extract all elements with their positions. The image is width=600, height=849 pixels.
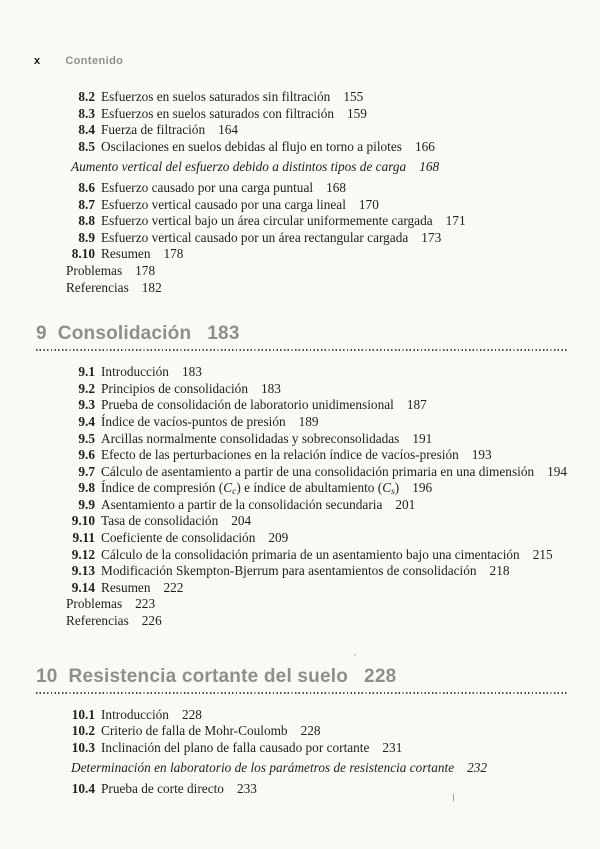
entry-number: 10.4 xyxy=(71,781,95,796)
toc-entry xyxy=(66,397,590,414)
toc-entry xyxy=(66,464,590,481)
entry-page-number: 189 xyxy=(298,413,319,429)
toc-entry xyxy=(66,139,590,156)
entry-title: Problemas xyxy=(66,262,123,278)
running-title: Contenido xyxy=(65,55,124,67)
chapter-page-number: 228 xyxy=(364,665,397,687)
entry-title: Criterio de falla de Mohr-Coulomb xyxy=(101,723,288,739)
entry-list xyxy=(66,364,590,630)
toc-entry xyxy=(66,197,590,214)
entry-page-number: 228 xyxy=(181,706,202,722)
entry-title: Efecto de las perturbaciones en la relación índice de vacíos-presión xyxy=(101,447,459,463)
dotted-rule xyxy=(36,349,567,351)
entry-title: Cálculo de asentamiento a partir de una consolidación primaria en una dimensión xyxy=(101,463,535,479)
entry-title: Esfuerzos en suelos saturados sin filtración xyxy=(101,89,331,104)
scan-artifact xyxy=(453,794,454,801)
toc-section xyxy=(0,323,600,630)
entry-title: Esfuerzo vertical causado por un área rectangular cargada xyxy=(101,229,409,245)
entry-page-number: 166 xyxy=(414,138,435,154)
entry-number: 9.11 xyxy=(72,530,95,546)
entry-page-number: 159 xyxy=(347,105,367,121)
toc-entry xyxy=(66,707,590,724)
entry-title: Problemas xyxy=(66,596,123,612)
entry-page-number: 170 xyxy=(358,196,379,212)
entry-number: 9.9 xyxy=(78,496,95,512)
entry-number: 8.3 xyxy=(78,105,95,121)
entry-number: 9.3 xyxy=(78,397,95,413)
entry-page-number: 191 xyxy=(412,430,433,446)
entry-number: 8.7 xyxy=(78,196,95,212)
entry-title: Prueba de corte directo xyxy=(101,781,224,796)
entry-number: 9.6 xyxy=(78,447,95,463)
entry-page-number: 232 xyxy=(467,760,488,776)
entry-page-number: 209 xyxy=(268,530,289,546)
entry-number: 9.2 xyxy=(78,380,95,396)
entry-title: Determinación en laboratorio de los parámetros de resistencia cortante xyxy=(71,760,455,776)
chapter-heading xyxy=(36,323,600,345)
entry-title: Introducción xyxy=(101,364,169,380)
entry-number: 8.2 xyxy=(78,89,95,104)
scan-artifact xyxy=(354,654,356,656)
toc-entry xyxy=(66,213,590,230)
entry-number: 9.5 xyxy=(78,430,95,446)
dotted-rule xyxy=(36,692,567,694)
toc-entry xyxy=(66,180,590,197)
chapter-number: 9 xyxy=(36,323,47,345)
toc-entry xyxy=(66,364,590,381)
toc-entry xyxy=(66,563,590,580)
entry-page-number: 222 xyxy=(163,579,184,595)
entry-page-number: 187 xyxy=(406,397,427,413)
entry-page-number: 182 xyxy=(141,279,162,295)
chapter-title: Resistencia cortante del suelo xyxy=(68,665,349,687)
entry-page-number: 196 xyxy=(412,480,433,496)
entry-number: 8.4 xyxy=(78,122,95,138)
entry-title: Resumen xyxy=(101,579,151,595)
entry-page-number: 233 xyxy=(236,781,257,796)
entry-title: Inclinación del plano de falla causado por cortante xyxy=(101,739,370,755)
toc-group-heading xyxy=(66,760,590,777)
toc-group-heading xyxy=(66,159,590,176)
entry-title: Introducción xyxy=(101,706,169,722)
entry-title: Prueba de consolidación de laboratorio unidimensional xyxy=(101,397,394,413)
entry-page-number: 228 xyxy=(300,723,321,739)
entry-title: Tasa de consolidación xyxy=(101,513,219,529)
entry-page-number: 178 xyxy=(163,246,184,262)
toc-entry xyxy=(66,530,590,547)
entry-page-number: 194 xyxy=(547,463,568,479)
entry-page-number: 168 xyxy=(326,179,347,195)
toc-entry xyxy=(66,447,590,464)
toc-entry xyxy=(66,513,590,530)
toc-entry xyxy=(66,280,590,297)
entry-number: 8.8 xyxy=(78,213,95,229)
entry-number: 9.1 xyxy=(78,364,95,380)
entry-title: Asentamiento a partir de la consolidación secundaria xyxy=(101,496,383,512)
entry-title: Fuerza de filtración xyxy=(101,122,206,138)
entry-page-number: 173 xyxy=(421,229,442,245)
entry-title: Referencias xyxy=(66,279,129,295)
toc-section xyxy=(0,666,600,798)
entry-list xyxy=(66,89,590,296)
entry-page-number: 178 xyxy=(135,262,156,278)
toc-entry xyxy=(66,106,590,123)
chapter-number: 10 xyxy=(36,665,58,687)
toc-entry xyxy=(66,431,590,448)
entry-number: 10.1 xyxy=(71,706,95,722)
toc-section xyxy=(0,89,600,296)
toc-entry xyxy=(66,723,590,740)
toc-entry xyxy=(66,596,590,613)
entry-title: Índice de vacíos-puntos de presión xyxy=(101,413,286,429)
entry-number: 9.4 xyxy=(78,413,95,429)
entry-page-number: 193 xyxy=(471,447,492,463)
entry-number: 9.8 xyxy=(78,480,95,496)
entry-title: Coeficiente de consolidación xyxy=(101,530,256,546)
toc-entry xyxy=(66,613,590,630)
entry-page-number: 183 xyxy=(260,380,281,396)
entry-title: Resumen xyxy=(101,246,151,262)
entry-list xyxy=(66,707,590,798)
entry-title: Aumento vertical del esfuerzo debido a distintos tipos de carga xyxy=(71,159,407,175)
entry-number: 10.3 xyxy=(71,739,95,755)
entry-page-number: 223 xyxy=(135,596,156,612)
entry-title: Esfuerzos en suelos saturados con filtración xyxy=(101,105,334,121)
entry-page-number: 183 xyxy=(181,364,202,380)
entry-number: 9.7 xyxy=(78,463,95,479)
entry-number: 8.9 xyxy=(78,229,95,245)
entry-number: 9.14 xyxy=(71,579,95,595)
entry-number: 8.5 xyxy=(78,138,95,154)
entry-title: Referencias xyxy=(66,613,129,629)
toc-entry xyxy=(66,547,590,564)
toc-entry xyxy=(66,480,590,497)
entry-page-number: 171 xyxy=(445,213,466,229)
chapter-heading xyxy=(36,666,600,688)
entry-number: 9.13 xyxy=(71,563,95,579)
entry-page-number: 215 xyxy=(532,546,553,562)
entry-number: 8.10 xyxy=(71,246,95,262)
entry-page-number: 201 xyxy=(395,496,416,512)
entry-title: Principios de consolidación xyxy=(101,380,248,396)
entry-number: 9.10 xyxy=(71,513,95,529)
toc-entry xyxy=(66,89,590,106)
entry-title: Esfuerzo vertical causado por una carga lineal xyxy=(101,196,346,212)
toc xyxy=(0,89,600,798)
entry-page-number: 218 xyxy=(489,563,510,579)
entry-number: 8.6 xyxy=(78,179,95,195)
toc-entry xyxy=(66,230,590,247)
entry-page-number: 164 xyxy=(218,122,239,138)
toc-entry xyxy=(66,497,590,514)
toc-entry xyxy=(66,122,590,139)
entry-number: 10.2 xyxy=(71,723,95,739)
toc-entry xyxy=(66,781,590,798)
toc-entry xyxy=(66,246,590,263)
entry-title: Esfuerzo vertical bajo un área circular uniformemente cargada xyxy=(101,213,433,229)
toc-entry xyxy=(66,263,590,280)
entry-title: Modificación Skempton-Bjerrum para asentamientos de consolidación xyxy=(101,563,477,579)
toc-entry xyxy=(66,414,590,431)
chapter-title: Consolidación xyxy=(57,323,192,345)
entry-page-number: 226 xyxy=(141,613,162,629)
entry-title: Oscilaciones en suelos debidas al flujo en torno a pilotes xyxy=(101,138,402,154)
chapter-page-number: 183 xyxy=(207,323,240,345)
entry-title: Arcillas normalmente consolidadas y sobreconsolidadas xyxy=(101,430,400,446)
toc-entry xyxy=(66,740,590,757)
entry-page-number: 204 xyxy=(231,513,252,529)
entry-page-number: 168 xyxy=(419,159,440,175)
entry-title: Esfuerzo causado por una carga puntual xyxy=(101,179,314,195)
page-header xyxy=(34,55,123,67)
entry-page-number: 155 xyxy=(343,89,364,104)
entry-title: Cálculo de la consolidación primaria de un asentamiento bajo una cimentación xyxy=(101,546,520,562)
entry-number: 9.12 xyxy=(71,546,95,562)
toc-entry xyxy=(66,381,590,398)
folio-page-number: x xyxy=(34,55,41,67)
entry-page-number: 231 xyxy=(382,739,403,755)
toc-entry xyxy=(66,580,590,597)
entry-title: Índice de compresión $(C_c)$ e índice de abultamiento $(C_s)$ xyxy=(101,480,400,498)
